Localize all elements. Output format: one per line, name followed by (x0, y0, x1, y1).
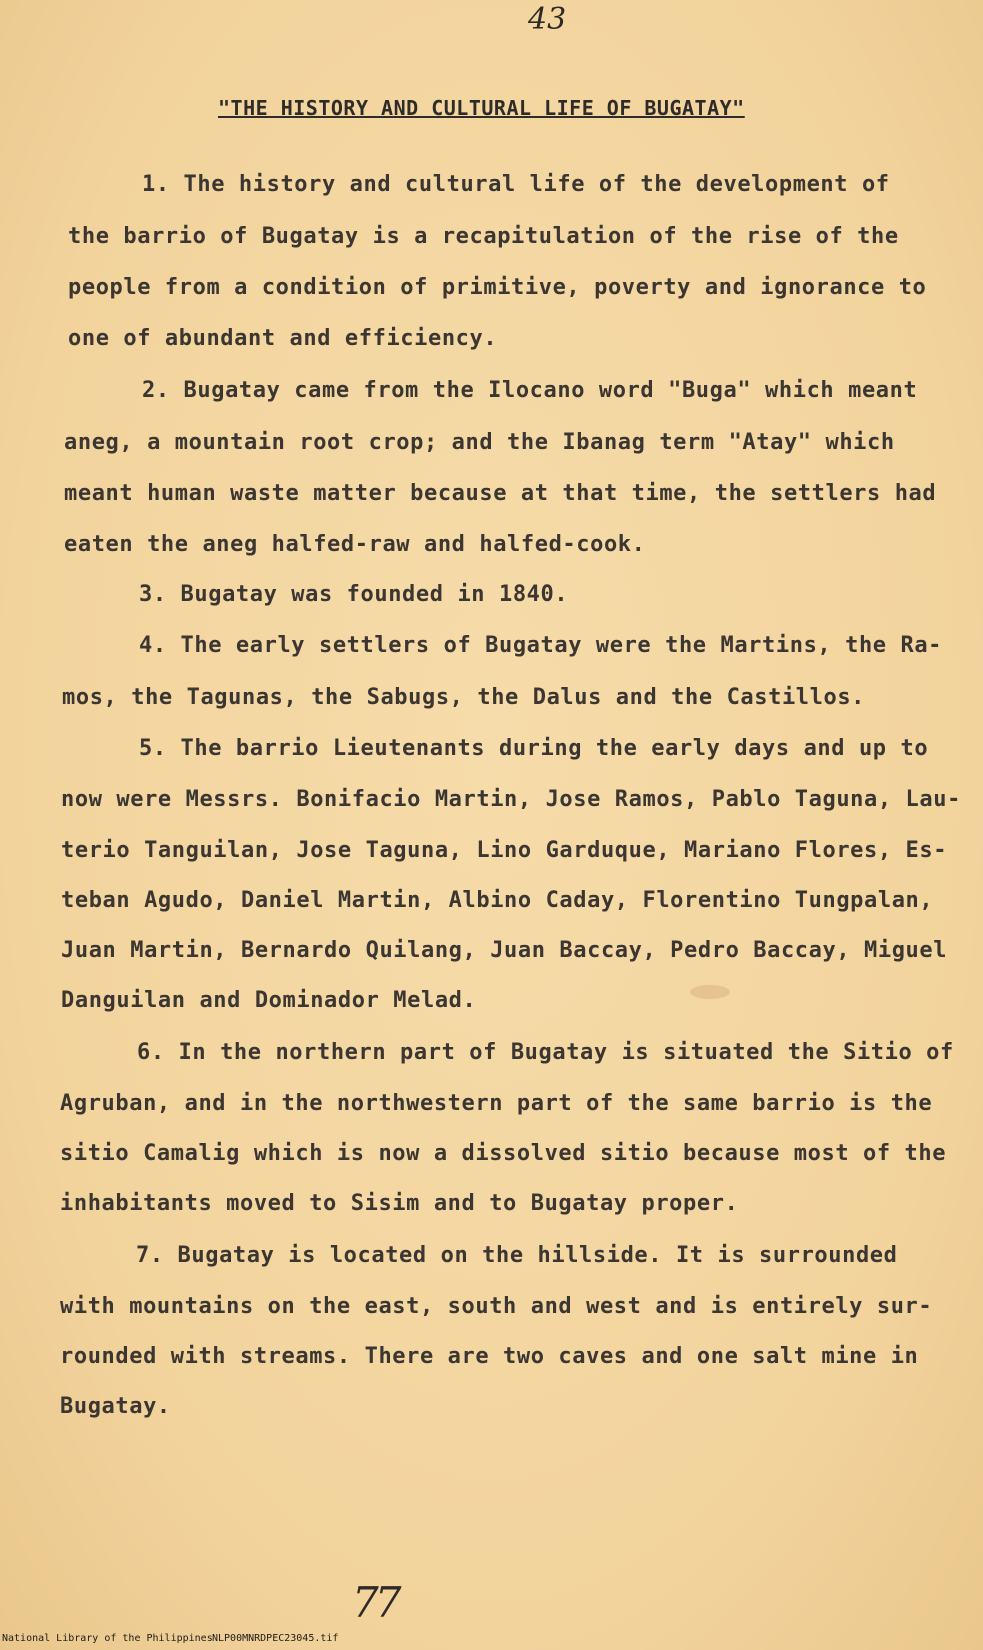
text-line: one of abundant and efficiency. (68, 326, 498, 351)
page-number-top: 43 (528, 2, 567, 37)
text-line: sitio Camalig which is now a dissolved sitio because most of the (60, 1141, 947, 1166)
text-line: 2. Bugatay came from the Ilocano word "Buga" which meant (142, 378, 918, 403)
text-line: teban Agudo, Daniel Martin, Albino Caday, Florentino Tungpalan, (61, 888, 934, 913)
text-line: 3. Bugatay was founded in 1840. (139, 582, 569, 607)
text-line: aneg, a mountain root crop; and the Ibanag term "Atay" which (64, 430, 895, 455)
text-line: the barrio of Bugatay is a recapitulation of the rise of the (68, 224, 899, 249)
text-line: Agruban, and in the northwestern part of the same barrio is the (60, 1091, 933, 1116)
paper-stain (690, 985, 730, 999)
text-line: 4. The early settlers of Bugatay were the Martins, the Ra- (139, 633, 943, 658)
footer-library: National Library of the Philippines (2, 1633, 213, 1644)
page-number-bottom: 77 (352, 1578, 398, 1627)
text-line: Danguilan and Dominador Melad. (61, 988, 477, 1013)
text-line: people from a condition of primitive, poverty and ignorance to (68, 275, 927, 300)
text-line: with mountains on the east, south and west and is entirely sur- (60, 1294, 933, 1319)
text-line: Bugatay. (60, 1394, 171, 1419)
text-line: 1. The history and cultural life of the development of (142, 172, 890, 197)
text-line: inhabitants moved to Sisim and to Bugatay proper. (60, 1191, 739, 1216)
text-line: terio Tanguilan, Jose Taguna, Lino Garduque, Mariano Flores, Es- (61, 838, 948, 863)
text-line: rounded with streams. There are two caves and one salt mine in (60, 1344, 919, 1369)
text-line: now were Messrs. Bonifacio Martin, Jose Ramos, Pablo Taguna, Lau- (61, 787, 961, 812)
text-line: 7. Bugatay is located on the hillside. It is surrounded (136, 1243, 898, 1268)
footer-file-id: NLP00MNRDPEC23045.tif (212, 1633, 339, 1644)
document-title: "THE HISTORY AND CULTURAL LIFE OF BUGATAY" (218, 96, 745, 120)
text-line: 6. In the northern part of Bugatay is situated the Sitio of (137, 1040, 954, 1065)
text-line: mos, the Tagunas, the Sabugs, the Dalus and the Castillos. (62, 685, 866, 710)
text-line: eaten the aneg halfed-raw and halfed-cook. (64, 532, 646, 557)
text-line: 5. The barrio Lieutenants during the early days and up to (139, 736, 929, 761)
text-line: meant human waste matter because at that time, the settlers had (64, 481, 937, 506)
text-line: Juan Martin, Bernardo Quilang, Juan Baccay, Pedro Baccay, Miguel (61, 938, 948, 963)
